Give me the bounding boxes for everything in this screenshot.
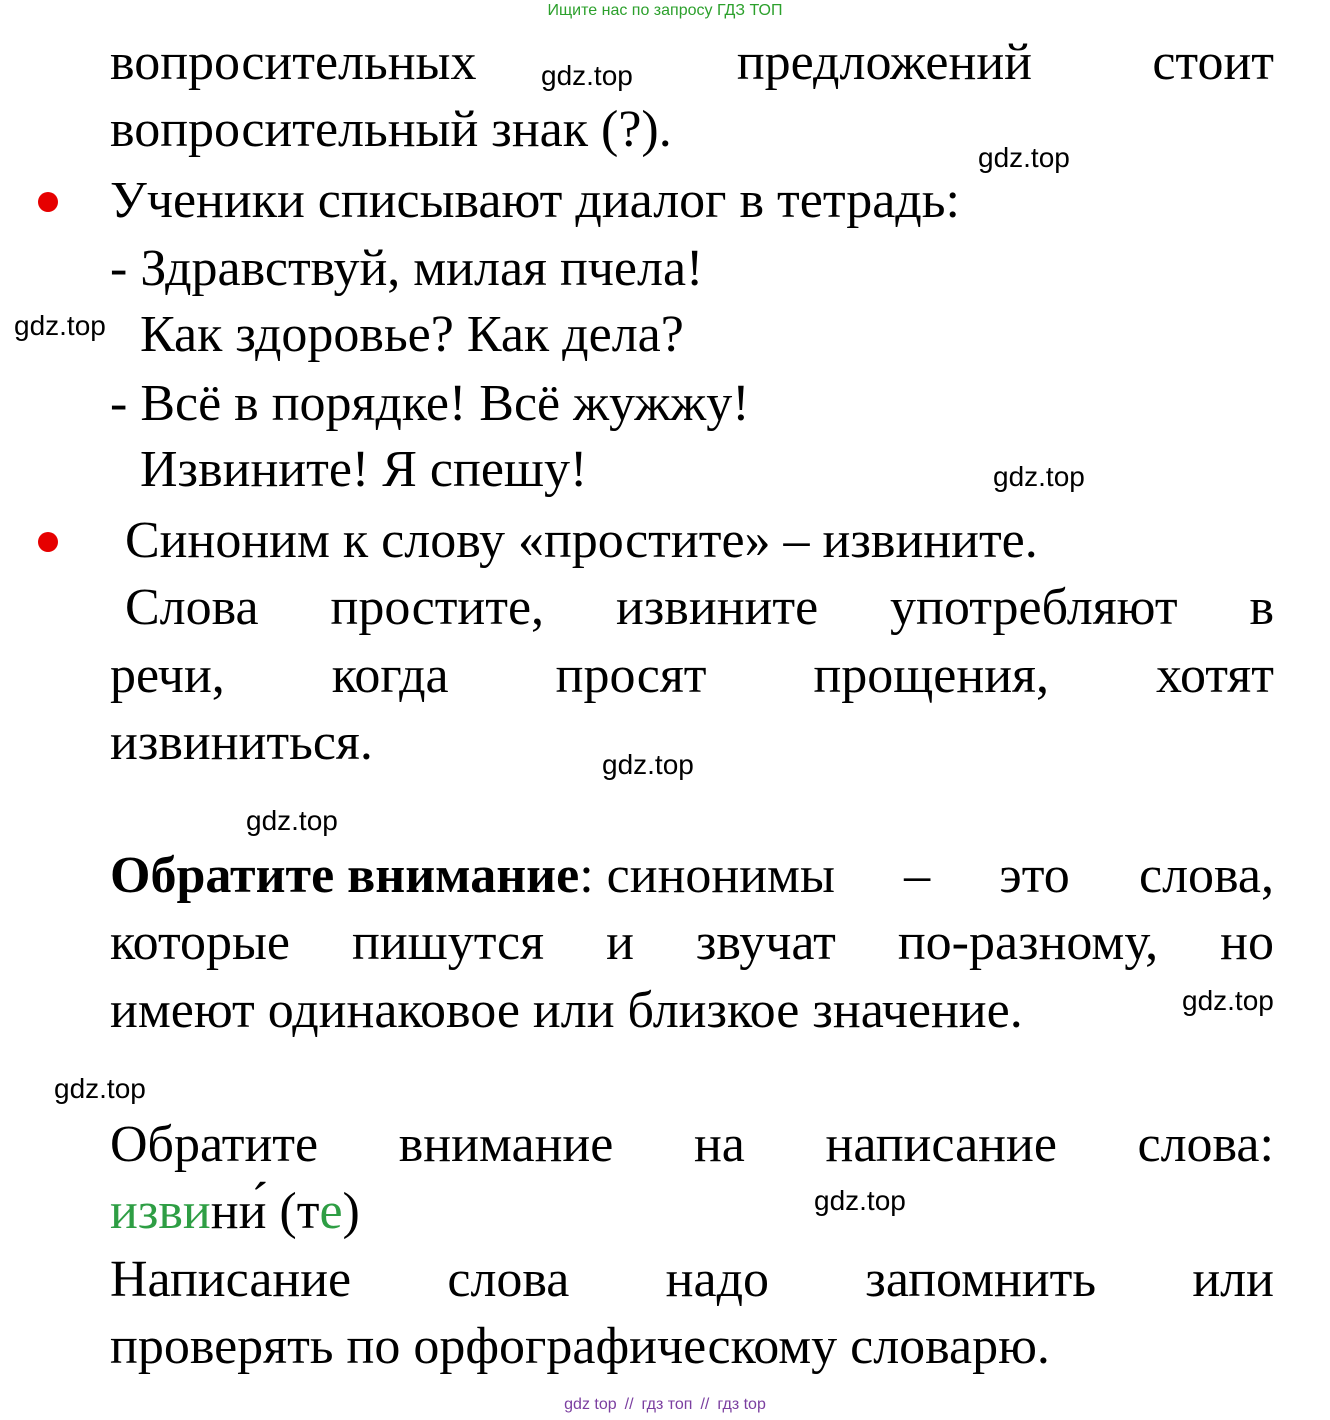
word: в [1249, 579, 1274, 636]
word: слова, [1139, 847, 1274, 904]
word: на [693, 1116, 745, 1173]
word: пишутся [352, 914, 545, 971]
word: простите, [330, 579, 545, 636]
bullet2-line2 [125, 578, 1274, 638]
footer-links [0, 1396, 1330, 1414]
note1-line3: имеют одинаковое или близкое значение. [110, 982, 1023, 1039]
note1-bold: Обратите внимание [110, 847, 580, 904]
word-part: (т [266, 1183, 320, 1240]
word: извините [615, 579, 819, 636]
word: : синонимы [579, 847, 835, 904]
word: Слова [125, 579, 259, 636]
footer-link[interactable]: гдз топ [641, 1396, 693, 1413]
word: надо [665, 1251, 770, 1308]
word: употребляют [890, 579, 1178, 636]
watermark: gdz.top [602, 749, 694, 780]
word-part: изв [110, 1183, 183, 1240]
word: речи, [110, 647, 225, 704]
note2-line1 [110, 1115, 1274, 1175]
bullet1-text: Ученики списывают диалог в тетрадь: [110, 172, 960, 229]
footer-link[interactable]: gdz top [564, 1396, 617, 1413]
word: по-разному, [897, 914, 1159, 971]
word: слова: [1137, 1116, 1274, 1173]
note2-line4: проверять по орфографическому словарю. [110, 1318, 1050, 1375]
word: хотят [1155, 647, 1274, 704]
footer-separator: // [700, 1396, 710, 1413]
word: прощения, [813, 647, 1049, 704]
watermark: gdz.top [246, 805, 338, 836]
word: внимание [398, 1116, 614, 1173]
word: стоит [1152, 34, 1274, 91]
word: это [999, 847, 1070, 904]
watermark: gdz.top [993, 461, 1085, 492]
paragraph1-line2: вопросительный знак (?). [110, 101, 672, 158]
word: слова [447, 1251, 570, 1308]
footer-separator: // [624, 1396, 634, 1413]
top-banner[interactable]: Ищите нас по запросу ГДЗ ТОП [547, 2, 783, 19]
note1-line1 [110, 846, 1274, 906]
word: и [606, 914, 634, 971]
dialog-line-2: Как здоровье? Как дела? [140, 306, 684, 363]
watermark: gdz.top [1182, 985, 1274, 1016]
watermark: gdz.top [54, 1073, 146, 1104]
watermark: gdz.top [814, 1185, 906, 1216]
note2-line3 [110, 1250, 1274, 1310]
word: – [904, 847, 931, 904]
footer-link[interactable]: гдз top [717, 1396, 766, 1413]
word: вопросительных [110, 34, 477, 91]
dialog-line-1: - Здравствуй, милая пчела! [110, 240, 704, 297]
note1-line2 [110, 913, 1274, 973]
word-part: и [182, 1183, 211, 1240]
word: Обратите [110, 1116, 319, 1173]
word: запомнить [865, 1251, 1097, 1308]
bullet2-text: Синоним к слову «простите» – извините. [125, 512, 1038, 569]
word: когда [331, 647, 449, 704]
word: звучат [695, 914, 836, 971]
watermark: gdz.top [978, 142, 1070, 173]
bullet2-line4: извиниться. [110, 714, 373, 771]
bullet-marker [38, 192, 58, 212]
word: написание [825, 1116, 1057, 1173]
word-part: ни́ [210, 1183, 267, 1240]
bullet-marker [38, 532, 58, 552]
word: Написание [110, 1251, 352, 1308]
word: которые [110, 914, 290, 971]
dialog-line-4: Извините! Я спешу! [140, 441, 588, 498]
watermark: gdz.top [14, 310, 106, 341]
word: просят [555, 647, 707, 704]
note2-highlighted-word [110, 1182, 360, 1242]
paragraph1-line1 [110, 33, 1274, 93]
word-part: е [319, 1183, 343, 1240]
word: но [1220, 914, 1274, 971]
watermark: gdz.top [541, 60, 633, 91]
word: предложений [736, 34, 1032, 91]
dialog-line-3: - Всё в порядке! Всё жужжу! [110, 375, 750, 432]
note1-first-segment [110, 846, 835, 906]
word: или [1192, 1251, 1274, 1308]
bullet2-line3 [110, 646, 1274, 706]
word-part: ) [342, 1183, 360, 1240]
